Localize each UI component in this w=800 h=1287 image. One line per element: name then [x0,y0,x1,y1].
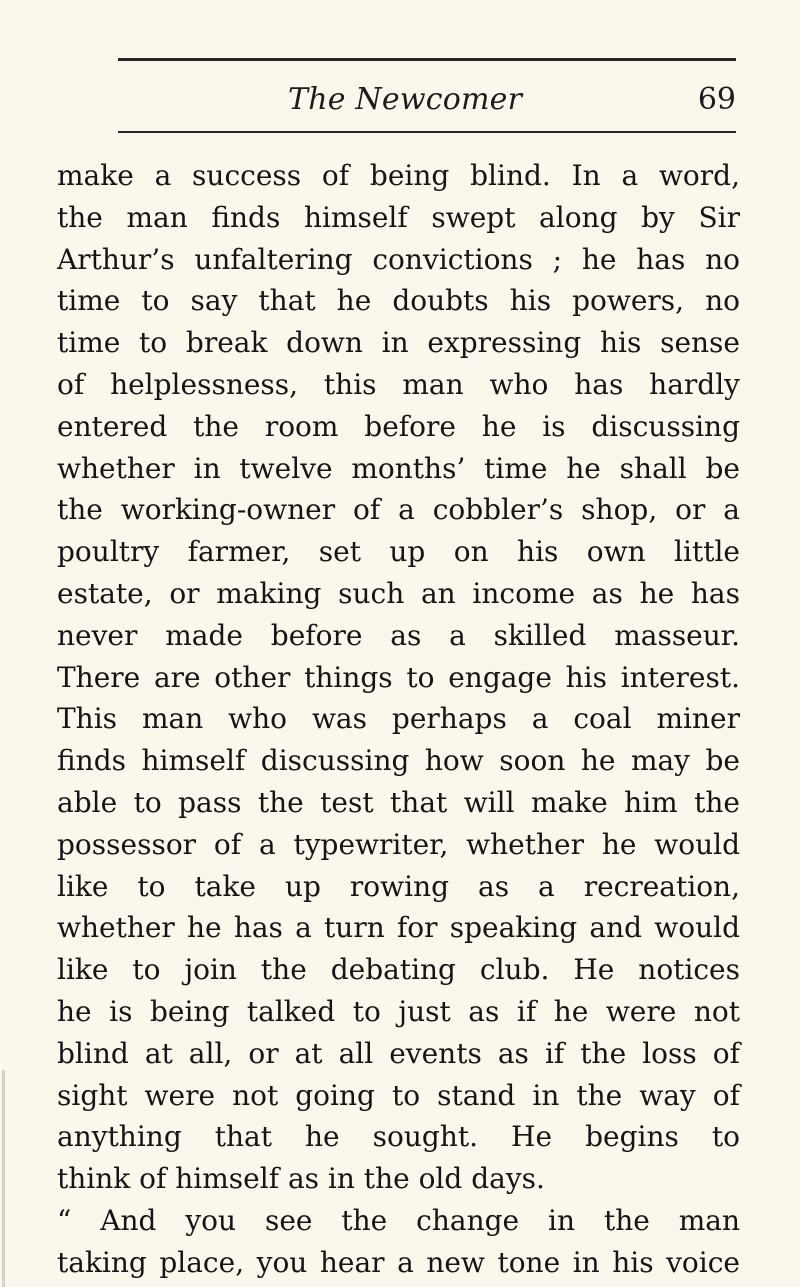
text-line: the man finds himself swept along by Sir [57,200,740,234]
text-line: finds himself discussing how soon he may be [57,744,740,778]
running-title: The Newcomer [288,82,523,117]
text-line: time to say that he doubts his powers, no [57,284,740,318]
body-text [57,155,740,1284]
text-line: the working-owner of a cobbler’s shop, or a [57,493,740,527]
text-line: think of himself as in the old days. [57,1162,545,1196]
text-line: able to pass the test that will make him the [57,785,740,819]
text-line: time to break down in expressing his sense [57,326,740,360]
text-line: anything that he sought. He begins to [57,1120,740,1154]
page-number: 69 [697,82,736,117]
text-line: whether in twelve months’ time he shall be [57,451,740,485]
text-line: possessor of a typewriter, whether he would [57,827,740,861]
binding-edge-mark [2,1070,5,1287]
text-line: estate, or making such an income as he has [57,576,740,610]
text-line: whether he has a turn for speaking and would [57,911,740,945]
header-rule [118,131,736,133]
text-line: blind at all, or at all events as if the loss of [57,1036,740,1070]
text-line: There are other things to engage his interest. [57,660,740,694]
text-line: “ And you see the change in the man [57,1203,740,1237]
text-line: like to take up rowing as a recreation, [57,869,740,903]
text-line: like to join the debating club. He notices [57,953,740,987]
text-line: never made before as a skilled masseur. [57,618,740,652]
page-header [118,80,736,128]
text-line: sight were not going to stand in the way of [57,1078,740,1112]
text-line: of helplessness, this man who has hardly [57,367,740,401]
text-line: poultry farmer, set up on his own little [57,535,740,569]
text-line: Arthur’s unfaltering convictions ; he has no [57,242,740,276]
text-line: make a success of being blind. In a word, [57,159,740,192]
text-line: he is being talked to just as if he were not [57,994,740,1028]
text-line: entered the room before he is discussing [57,409,740,443]
text-line: taking place, you hear a new tone in his voice [57,1245,740,1279]
top-rule [118,58,736,61]
text-line: This man who was perhaps a coal miner [57,702,740,736]
